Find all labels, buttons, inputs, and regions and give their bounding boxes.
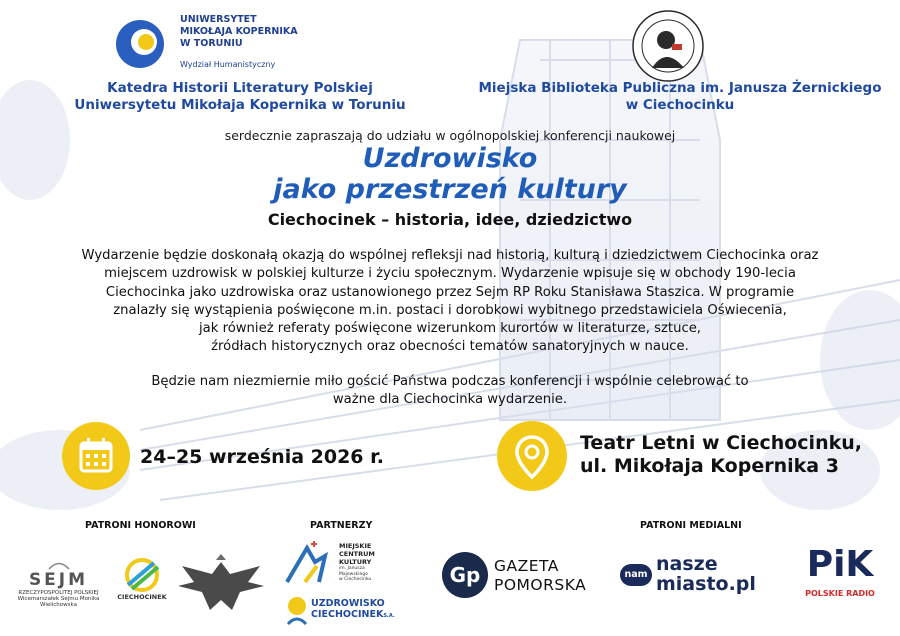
umk-department: Wydział Humanistyczny bbox=[180, 60, 276, 69]
description-line: źródłach historycznych oraz obecności tematów sanatoryjnych w nauce. bbox=[211, 339, 689, 355]
nasze-miasto-logo bbox=[620, 552, 780, 600]
left-host-line: Katedra Historii Literatury Polskiej bbox=[107, 80, 373, 96]
event-date: 24–25 września 2026 r. bbox=[140, 446, 385, 468]
venue-line: ul. Mikołaja Kopernika 3 bbox=[580, 455, 839, 477]
venue-line: Teatr Letni w Ciechocinku, bbox=[580, 432, 862, 454]
description-line: jak również referaty poświęcone wizerunkom kurortów w literaturze, sztuce, bbox=[199, 321, 701, 337]
umk-name bbox=[180, 14, 330, 50]
conference-title-line2: jako przestrzeń kultury bbox=[273, 174, 627, 205]
mck-line: KULTURY bbox=[339, 558, 372, 566]
uzdrowisko-line: CIECHOCINEK bbox=[311, 609, 384, 620]
sejm-name: SEJM bbox=[28, 570, 89, 590]
description-line: znalazły się wystąpienia poświęcone m.in. postaci i dorobkowi wybitnego przedstawiciela Oświecenia, bbox=[113, 302, 787, 318]
gazeta-mark: Gp bbox=[442, 552, 488, 598]
left-host-line: Uniwersytetu Mikołaja Kopernika w Toruniu bbox=[74, 97, 406, 113]
uzdrowisko-text bbox=[311, 598, 395, 622]
pik-mark bbox=[785, 545, 895, 585]
partners-label: PARTNERZY bbox=[310, 520, 373, 531]
mck-text bbox=[339, 542, 395, 583]
calendar-icon bbox=[62, 422, 130, 490]
mck-sub: im. Janusza Majewskiego bbox=[339, 566, 368, 577]
nasze-line: miasto.pl bbox=[656, 573, 756, 595]
gazeta-text bbox=[494, 557, 586, 595]
right-host-organizer bbox=[470, 80, 890, 114]
eagle-crest-icon bbox=[172, 552, 270, 620]
conference-subtitle: Ciechocinek – historia, idee, dziedzictwo bbox=[267, 210, 633, 229]
mck-emblem-icon bbox=[285, 538, 335, 586]
calendar-badge bbox=[62, 422, 130, 490]
location-badge bbox=[497, 421, 567, 491]
right-host-line: w Ciechocinku bbox=[625, 97, 735, 113]
mck-sub: w Ciechocinku bbox=[339, 577, 372, 582]
invitation-text: serdecznie zapraszają do udziału w ogólnopolskiej konferencji naukowej bbox=[224, 128, 676, 143]
umk-name-line: MIKOŁAJA KOPERNIKA bbox=[180, 26, 298, 37]
gazeta-line: GAZETA bbox=[494, 557, 559, 575]
umk-name-line: UNIWERSYTET bbox=[180, 14, 257, 25]
nasze-badge: nam bbox=[620, 564, 652, 586]
sejm-emblem-icon bbox=[48, 560, 70, 570]
uzdrowisko-suffix: S.A. bbox=[383, 613, 395, 619]
uzdrowisko-line: UZDROWISKO bbox=[311, 598, 385, 609]
nasze-text bbox=[656, 554, 756, 594]
description-line: Ciechocinka jako uzdrowiska oraz ustanowionego przez Sejm RP Roku Stanisława Staszica. W programie bbox=[105, 284, 795, 300]
library-logo-icon bbox=[630, 8, 706, 84]
closing-line: ważne dla Ciechocinka wydarzenie. bbox=[332, 392, 568, 408]
pik-mark-text: PiK bbox=[806, 544, 874, 585]
ciechocinek-logo bbox=[116, 555, 168, 601]
gazeta-pomorska-logo bbox=[442, 552, 612, 600]
mck-line: MIEJSKIE bbox=[339, 542, 372, 550]
description-line: Wydarzenie będzie doskonałą okazją do wspólnej refleksji nad historią, kulturą i dziedzictwem Ciechocinka oraz bbox=[81, 248, 819, 263]
uzdrowisko-logo bbox=[285, 594, 405, 632]
pik-radio-logo bbox=[785, 545, 895, 607]
left-host-organizer bbox=[60, 80, 420, 114]
sejm-sub: Wicemarszałek Sejmu Monika Wielichowska bbox=[17, 596, 100, 608]
location-pin-icon bbox=[497, 421, 567, 491]
mck-logo bbox=[285, 538, 395, 588]
closing-line: Będzie nam niezmiernie miło gościć Państwa podczas konferencji i wspólnie celebrować to bbox=[151, 374, 749, 389]
event-venue bbox=[580, 432, 862, 478]
description bbox=[20, 247, 880, 357]
umk-name-line: W TORUNIU bbox=[180, 38, 243, 49]
description-line: miejscem uzdrowisk w polskiej kulturze i życiu społecznym. Wydarzenie wpisuje się w obchody 190-lecia bbox=[104, 266, 796, 282]
ciechocinek-name: CIECHOCINEK bbox=[117, 593, 167, 601]
media-patrons-label: PATRONI MEDIALNI bbox=[640, 520, 742, 531]
honorary-patrons-label: PATRONI HONOROWI bbox=[85, 520, 196, 531]
right-host-line: Miejska Biblioteka Publiczna im. Janusza Żernickiego bbox=[478, 80, 882, 96]
pik-sub: POLSKIE RADIO bbox=[805, 589, 875, 598]
nasze-line: nasze bbox=[656, 553, 718, 575]
conference-title-line1: Uzdrowisko bbox=[362, 143, 538, 174]
uzdrowisko-emblem-icon bbox=[285, 594, 309, 628]
mck-line: CENTRUM bbox=[339, 550, 375, 558]
umk-logo-icon bbox=[112, 12, 172, 72]
gazeta-line: POMORSKA bbox=[494, 576, 587, 594]
sejm-sub: RZECZYPOSPOLITEJ POLSKIEJ bbox=[18, 590, 99, 596]
sejm-logo bbox=[6, 560, 111, 608]
ciechocinek-emblem-icon bbox=[118, 555, 166, 593]
closing-text bbox=[20, 373, 880, 410]
